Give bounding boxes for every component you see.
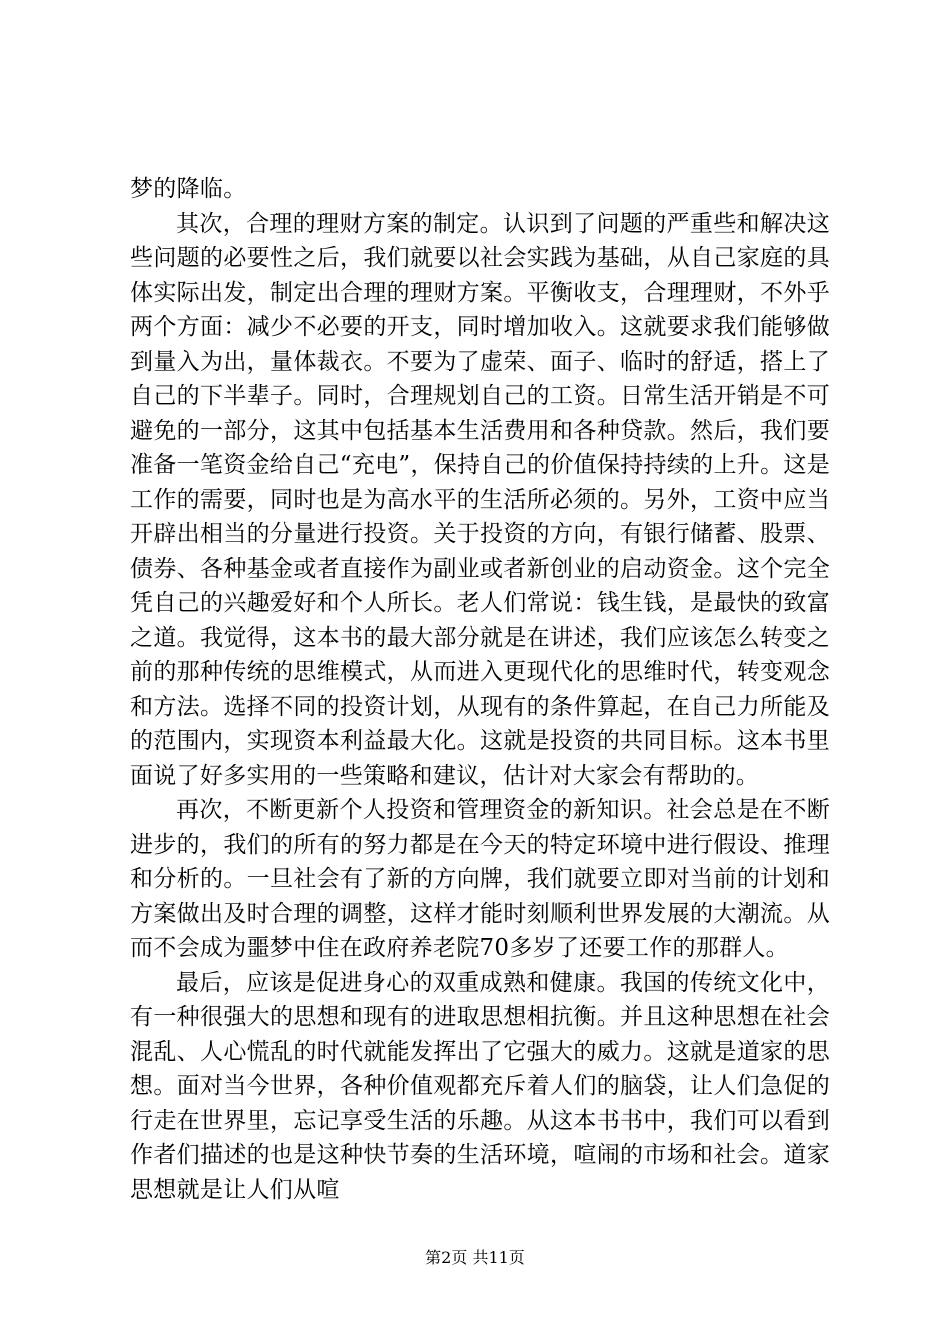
paragraph-financial-plan: 其次，合理的理财方案的制定。认识到了问题的严重些和解决这些问题的必要性之后，我们就要以社会实践为基础，从自己家庭的具体实际出发，制定出合理的理财方案。平衡收支，合理理财，不外乎两个方面：减少不必要的开支，同时增加收入。这就要求我们能够做到量入为出，量体裁衣。不要为了虚荣、面子、临时的舒适，搭上了自己的下半辈子。同时，合理规划自己的工资。日常生活开销是不可避免的一部分，这其中包括基本生活费用和各种贷款。然后，我们要准备一笔资金给自己“充电”，保持自己的价值保持持续的上升。这是工作的需要，同时也是为高水平的生活所必须的。另外，工资中应当开辟出相当的分量进行投资。关于投资的方向，有银行储蓄、股票、债券、各种基金或者直接作为副业或者新创业的启动资金。这个完全凭自己的兴趣爱好和个人所长。老人们常说：钱生钱，是最快的致富之道。我觉得，这本书的最大部分就是在讲述，我们应该怎么转变之前的那种传统的思维模式，从而进入更现代化的思维时代，转变观念和方法。选择不同的投资计划，从现有的条件算起，在自己力所能及的范围内，实现资本利益最大化。这就是投资的共同目标。这本书里面说了好多实用的一些策略和建议，估计对大家会有帮助的。 [130,210,830,789]
body-text [130,172,830,1207]
paragraph-mind-body-health: 最后，应该是促进身心的双重成熟和健康。我国的传统文化中，有一种很强大的思想和现有的进取思想相抗衡。并且这种思想在社会混乱、人心慌乱的时代就能发挥出了它强大的威力。这就是道家的思想。面对当今世界，各种价值观都充斥着人们的脑袋，让人们急促的行走在世界里，忘记享受生活的乐趣。从这本书书中，我们可以看到作者们描述的也是这种快节奏的生活环境，喧闹的市场和社会。道家思想就是让人们从喧 [130,969,830,1203]
paragraph-continuation: 梦的降临。 [130,176,247,202]
paragraph-update-knowledge: 再次，不断更新个人投资和管理资金的新知识。社会总是在不断进步的，我们的所有的努力都是在今天的特定环境中进行假设、推理和分析的。一旦社会有了新的方向牌，我们就要立即对当前的计划和方案做出及时合理的调整，这样才能时刻顺利世界发展的大潮流。从而不会成为噩梦中住在政府养老院70多岁了还要工作的那群人。 [130,797,830,961]
page-footer: 第2页 共11页 [425,1248,525,1267]
